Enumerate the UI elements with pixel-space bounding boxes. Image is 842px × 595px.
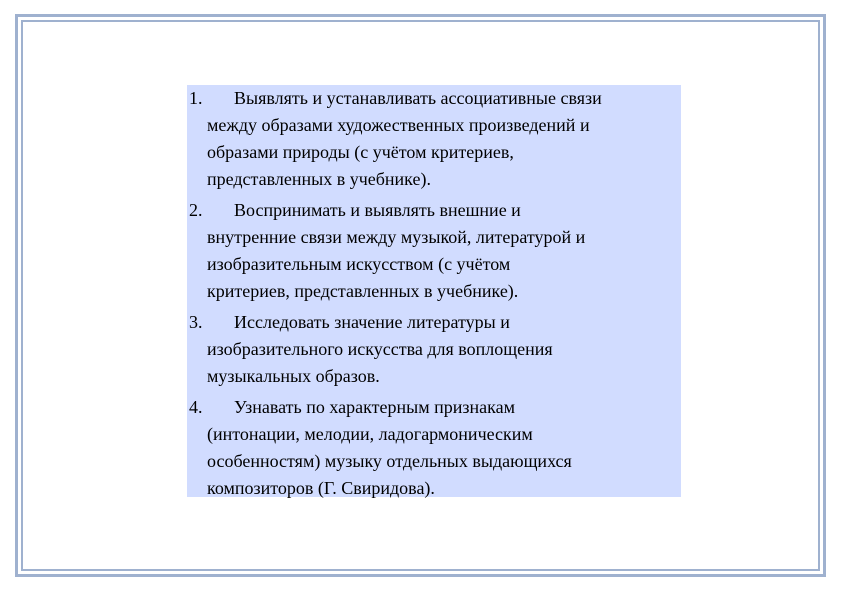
list-item-number: 4. [189, 397, 203, 417]
list-item-line: изобразительным искусством (с учётом [207, 254, 511, 274]
list-item [187, 85, 681, 193]
list-item-line: Выявлять и устанавливать ассоциативные связи [234, 88, 602, 108]
list-item-line: музыкальных образов. [207, 366, 380, 386]
list-item-line: Узнавать по характерным признакам [234, 397, 515, 417]
list-item-line: критериев, представленных в учебнике). [207, 281, 519, 301]
list-item-line: композиторов (Г. Свиридова). [207, 478, 435, 498]
objectives-list [187, 85, 681, 506]
list-item-number: 1. [189, 88, 203, 108]
list-item-line: между образами художественных произведений и [207, 115, 590, 135]
list-item-line: Воспринимать и выявлять внешние и [234, 200, 521, 220]
list-item-line: Исследовать значение литературы и [234, 312, 510, 332]
content-box [187, 85, 681, 497]
list-item-line: (интонации, мелодии, ладогармоническим [207, 424, 533, 444]
list-item-line: внутренние связи между музыкой, литературой и [207, 227, 586, 247]
list-item-number: 2. [189, 200, 203, 220]
list-item-number: 3. [189, 312, 203, 332]
list-item [187, 197, 681, 305]
list-item-line: представленных в учебнике). [207, 169, 431, 189]
list-item [187, 394, 681, 502]
list-item [187, 309, 681, 390]
list-item-line: особенностям) музыку отдельных выдающихся [207, 451, 572, 471]
list-item-line: изобразительного искусства для воплощения [207, 339, 553, 359]
list-item-line: образами природы (с учётом критериев, [207, 142, 514, 162]
